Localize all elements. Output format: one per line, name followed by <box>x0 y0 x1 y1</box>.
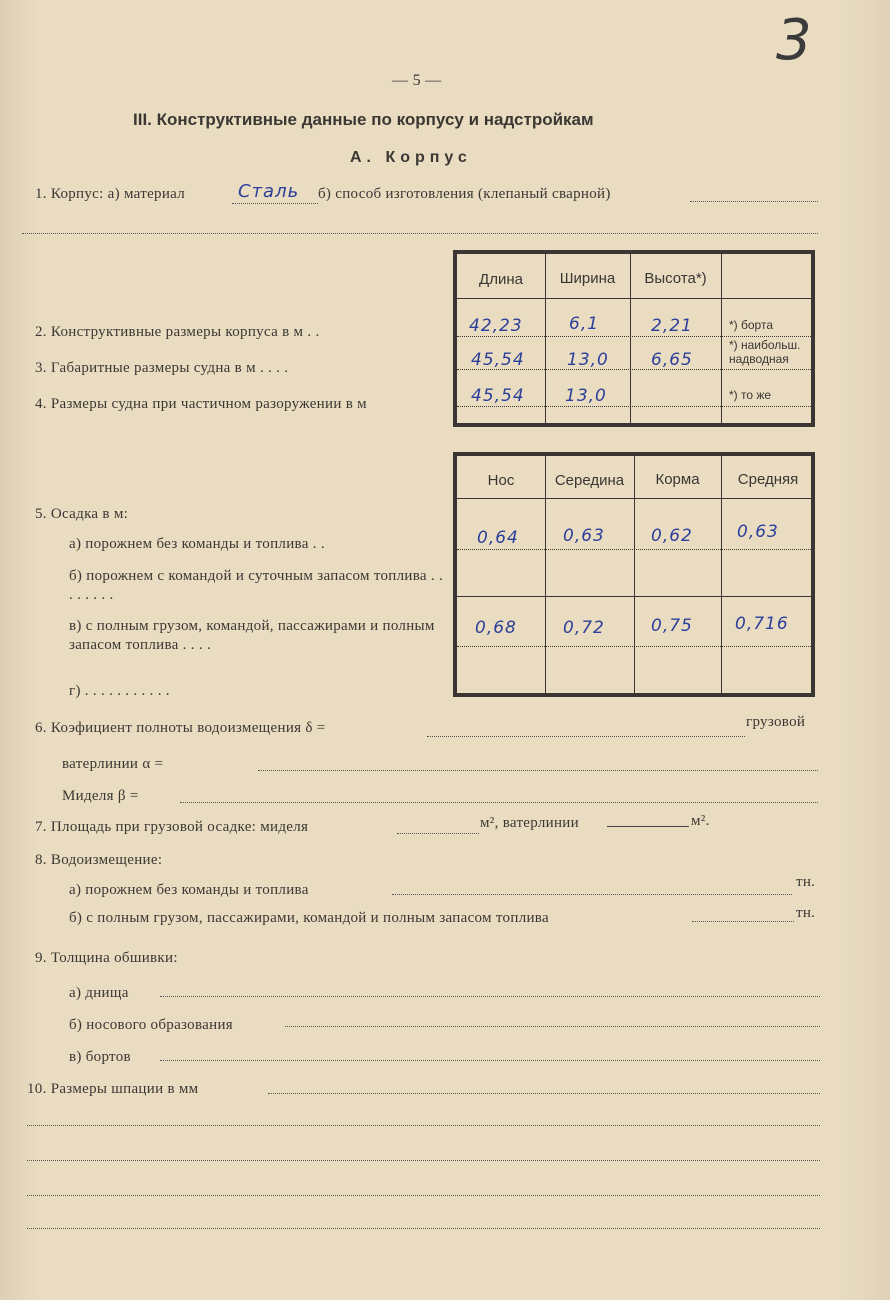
section-title: III. Конструктивные данные по корпусу и надстройкам <box>133 110 594 129</box>
item9-a-fill <box>160 996 820 997</box>
item8-a-fill <box>392 894 792 895</box>
item3-label: 3. Габаритные размеры судна в м . . . . <box>35 360 289 376</box>
item9-b-fill <box>285 1026 820 1027</box>
item1-second-line <box>22 233 818 234</box>
dims-header-length: Длина <box>479 271 523 288</box>
item7-unit1: м², ватерлинии <box>480 815 579 831</box>
item1-prefix: 1. Корпус: а) материал <box>35 186 186 202</box>
blank-line-1 <box>27 1125 820 1126</box>
dims-header-width: Ширина <box>559 270 616 287</box>
draft-c-bow[interactable]: 0,68 <box>475 618 517 638</box>
dims-row1-length[interactable]: 42,23 <box>469 316 523 336</box>
draft-c-stern[interactable]: 0,75 <box>651 616 693 636</box>
item6-line3-fill <box>180 802 818 803</box>
item8-a: а) порожнем без команды и топлива <box>69 882 309 898</box>
material-line <box>232 203 318 204</box>
draft-header-middle: Середина <box>554 472 625 489</box>
draft-header-mean: Средняя <box>737 471 799 488</box>
draft-a-stern[interactable]: 0,62 <box>651 526 693 546</box>
blank-line-3 <box>27 1195 820 1196</box>
item9-c: в) бортов <box>69 1049 131 1065</box>
dims-row2-height[interactable]: 6,65 <box>651 350 693 370</box>
dims-row1-width[interactable]: 6,1 <box>569 314 600 334</box>
item8-b: б) с полным грузом, пассажирами, командой и полным запасом топлива <box>69 910 549 926</box>
item9-a: а) днища <box>69 985 129 1001</box>
item8-b-unit: тн. <box>796 905 816 921</box>
item10-label: 10. Размеры шпации в мм <box>27 1081 199 1097</box>
item6-line3: Миделя β = <box>62 788 139 804</box>
item4-label: 4. Размеры судна при частичном разоружении в м <box>35 396 367 412</box>
draft-c-mean[interactable]: 0,716 <box>735 614 789 634</box>
draft-a-mean[interactable]: 0,63 <box>737 522 779 542</box>
item9-title: 9. Толщина обшивки: <box>35 950 178 966</box>
item7-waterline-fill <box>607 826 689 827</box>
draft-header-stern: Корма <box>655 471 700 488</box>
draft-c-middle[interactable]: 0,72 <box>563 618 605 638</box>
dims-row1-note: *) борта <box>729 318 773 332</box>
item5-title: 5. Осадка в м: <box>35 506 129 522</box>
item2-label: 2. Конструктивные размеры корпуса в м . . <box>35 324 320 340</box>
item6-line1-fill <box>427 736 745 737</box>
item6-line1-end: грузовой <box>746 714 806 730</box>
item8-title: 8. Водоизмещение: <box>35 852 163 868</box>
draft-a-middle[interactable]: 0,63 <box>563 526 605 546</box>
dims-header-height: Высота*) <box>644 270 707 287</box>
draft-row-c-label: в) с полным грузом, командой, пассажирами и полным запасом топлива . . . . <box>69 618 435 653</box>
blank-line-4 <box>27 1228 820 1229</box>
item9-c-fill <box>160 1060 820 1061</box>
item6-line2-fill <box>258 770 818 771</box>
item7-midel-fill <box>397 833 479 834</box>
draft-row-d-label: г) . . . . . . . . . . . <box>69 683 170 699</box>
item1-fill-line <box>690 201 818 202</box>
dims-row3-note: *) то же <box>729 388 772 402</box>
material-value[interactable]: Сталь <box>238 181 300 202</box>
item6-line1: 6. Коэфициент полноты водоизмещения δ = <box>35 720 326 736</box>
subsection-title: А. Корпус <box>350 149 472 166</box>
dims-row1-height[interactable]: 2,21 <box>651 316 693 336</box>
draft-row-a-label: а) порожнем без команды и топлива . . <box>69 536 325 552</box>
item9-b: б) носового образования <box>69 1017 233 1033</box>
dims-row3-width[interactable]: 13,0 <box>565 386 607 406</box>
item8-b-fill <box>692 921 794 922</box>
item1-suffix: б) способ изготовления (клепаный сварной) <box>318 186 611 202</box>
dims-row3-length[interactable]: 45,54 <box>471 386 525 406</box>
dims-row2-note: *) наибольш. надводная <box>729 338 801 366</box>
item7-unit2: м². <box>691 813 710 829</box>
dims-row2-length[interactable]: 45,54 <box>471 350 525 370</box>
page-number: — 5 — <box>392 72 442 89</box>
draft-table <box>453 452 815 697</box>
blank-line-2 <box>27 1160 820 1161</box>
item8-a-unit: тн. <box>796 874 816 890</box>
handwritten-corner-number: 3 <box>776 8 813 73</box>
item7-prefix: 7. Площадь при грузовой осадке: миделя <box>35 819 309 835</box>
dims-row2-width[interactable]: 13,0 <box>567 350 609 370</box>
draft-a-bow[interactable]: 0,64 <box>477 528 519 548</box>
item10-fill <box>268 1093 820 1094</box>
item6-line2: ватерлинии α = <box>62 756 164 772</box>
dimensions-table <box>453 250 815 427</box>
draft-row-b-label: б) порожнем с командой и суточным запасом топлива . . . . . . . . <box>69 568 444 603</box>
draft-header-bow: Нос <box>487 472 515 489</box>
